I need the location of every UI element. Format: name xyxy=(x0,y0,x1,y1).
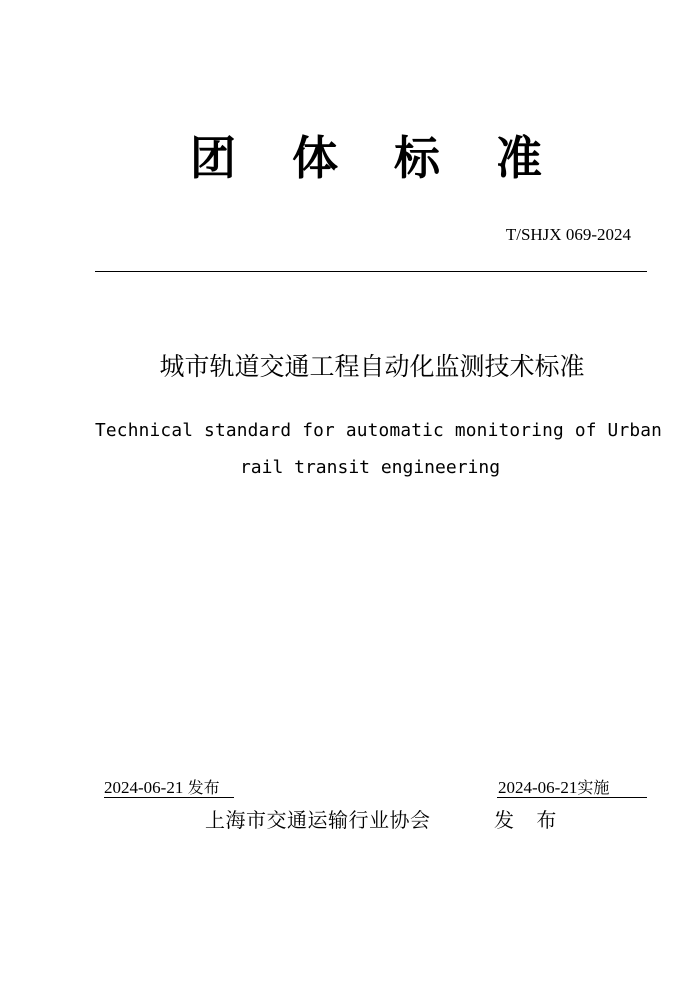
publisher-name: 上海市交通运输行业协会 xyxy=(205,808,431,832)
title-english-line-2: rail transit engineering xyxy=(239,457,501,478)
issue-date-block xyxy=(104,777,220,799)
implementation-label: 实施 xyxy=(577,778,610,797)
title-english-line-1: Technical standard for automatic monitoring of Urban xyxy=(95,420,663,441)
publish-label: 发 布 xyxy=(494,808,565,832)
title-chinese: 城市轨道交通工程自动化监测技术标准 xyxy=(159,352,585,381)
implementation-date-underline xyxy=(497,797,647,798)
implementation-date-block xyxy=(498,777,609,799)
issue-date-underline xyxy=(104,797,234,798)
issue-date: 2024-06-21 xyxy=(104,778,184,797)
implementation-date: 2024-06-21 xyxy=(498,778,578,797)
header-divider xyxy=(95,271,647,272)
document-type-heading: 团 体 标 准 xyxy=(189,131,563,185)
issue-label: 发布 xyxy=(187,778,220,797)
standard-number: T/SHJX 069-2024 xyxy=(505,225,631,244)
